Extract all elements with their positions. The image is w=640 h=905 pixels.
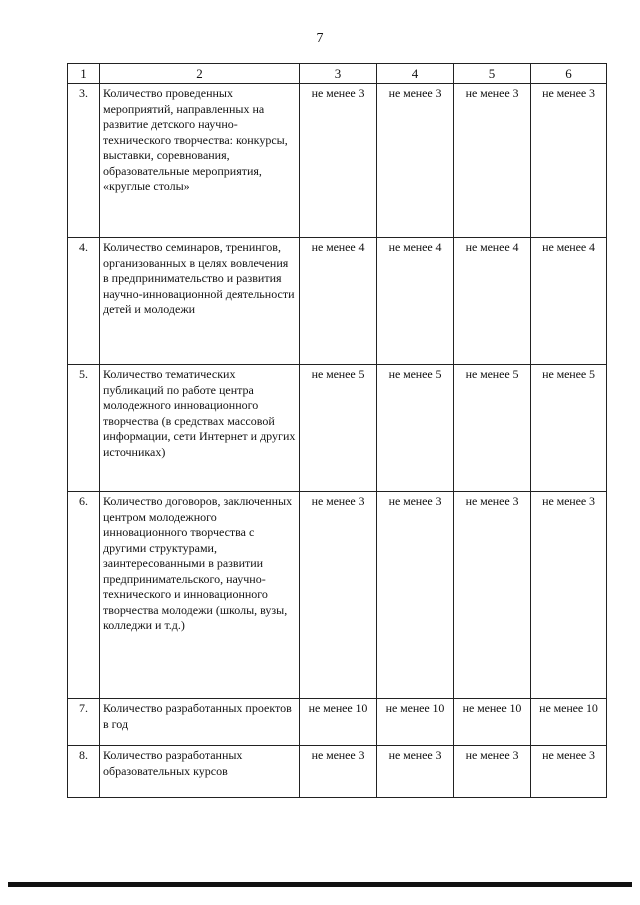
table-row	[68, 365, 607, 492]
table-row	[68, 492, 607, 699]
indicator-value: не менее 5	[531, 365, 607, 492]
column-header: 5	[454, 64, 531, 84]
indicator-description: Количество разработанных проектов в год	[100, 699, 300, 746]
row-number: 3.	[68, 84, 100, 238]
indicator-value: не менее 4	[300, 238, 377, 365]
column-header: 6	[531, 64, 607, 84]
indicator-value: не менее 10	[300, 699, 377, 746]
indicator-value: не менее 3	[454, 746, 531, 798]
table-row	[68, 699, 607, 746]
indicator-value: не менее 10	[531, 699, 607, 746]
indicators-table	[67, 63, 607, 798]
indicator-value: не менее 3	[300, 84, 377, 238]
page-number: 7	[316, 31, 324, 46]
indicator-value: не менее 10	[377, 699, 454, 746]
bottom-rule	[8, 882, 632, 887]
indicator-value: не менее 3	[300, 492, 377, 699]
indicator-value: не менее 3	[300, 746, 377, 798]
table-row	[68, 238, 607, 365]
column-header: 1	[68, 64, 100, 84]
indicator-value: не менее 10	[454, 699, 531, 746]
indicator-value: не менее 5	[377, 365, 454, 492]
table-header-row	[68, 64, 607, 84]
row-number: 5.	[68, 365, 100, 492]
indicator-value: не менее 3	[531, 746, 607, 798]
column-header: 4	[377, 64, 454, 84]
indicator-value: не менее 3	[454, 84, 531, 238]
row-number: 6.	[68, 492, 100, 699]
indicator-value: не менее 3	[531, 84, 607, 238]
indicator-value: не менее 4	[454, 238, 531, 365]
indicator-value: не менее 3	[377, 746, 454, 798]
indicator-description: Количество семинаров, тренингов, организованных в целях вовлечения в предпринимательство и развития научно-инновационной деятельности детей и молодежи	[100, 238, 300, 365]
indicator-value: не менее 3	[377, 492, 454, 699]
indicator-description: Количество проведенных мероприятий, направленных на развитие детского научно-технического творчества: конкурсы, выставки, соревнования, образовательные мероприятия, «круглые столы»	[100, 84, 300, 238]
indicator-description: Количество разработанных образовательных курсов	[100, 746, 300, 798]
indicator-value: не менее 5	[454, 365, 531, 492]
row-number: 4.	[68, 238, 100, 365]
row-number: 7.	[68, 699, 100, 746]
row-number: 8.	[68, 746, 100, 798]
indicator-value: не менее 3	[531, 492, 607, 699]
column-header: 3	[300, 64, 377, 84]
indicator-description: Количество договоров, заключенных центром молодежного инновационного творчества с другими структурами, заинтересованными в развитии предпринимательского, научно-технического и инновационного творчества молодежи (школы, вузы, колледжи и т.д.)	[100, 492, 300, 699]
indicator-description: Количество тематических публикаций по работе центра молодежного инновационного творчества (в средствах массовой информации, сети Интернет и других источниках)	[100, 365, 300, 492]
indicator-value: не менее 3	[454, 492, 531, 699]
indicator-value: не менее 3	[377, 84, 454, 238]
indicator-value: не менее 5	[300, 365, 377, 492]
table-row	[68, 746, 607, 798]
table-row	[68, 84, 607, 238]
column-header: 2	[100, 64, 300, 84]
indicator-value: не менее 4	[377, 238, 454, 365]
indicator-value: не менее 4	[531, 238, 607, 365]
